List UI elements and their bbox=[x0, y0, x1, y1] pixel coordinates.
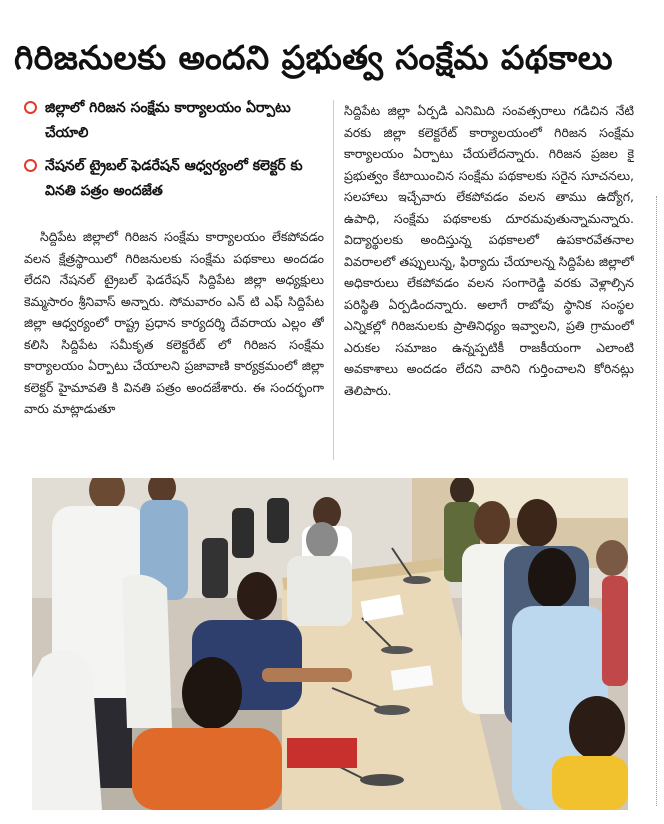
circle-bullet-icon bbox=[24, 101, 37, 114]
circle-bullet-icon bbox=[24, 159, 37, 172]
page-edge-dotted-rule bbox=[656, 196, 657, 806]
meeting-photo-illustration bbox=[32, 478, 628, 810]
column-divider bbox=[333, 100, 334, 460]
highlight-text: నేషనల్ ట్రైబల్ ఫెడరేషన్ ఆధ్వర్యంలో కలెక్టర్ కు వినతి పత్రం అందజేత bbox=[45, 158, 303, 199]
news-photo bbox=[32, 478, 628, 810]
headline: గిరిజనులకు అందని ప్రభుత్వ సంక్షేమ పథకాలు bbox=[14, 38, 614, 77]
highlights-list bbox=[24, 96, 324, 212]
highlight-text: జిల్లాలో గిరిజన సంక్షేమ కార్యాలయం ఏర్పాటు చేయాలి bbox=[45, 100, 291, 141]
highlight-item bbox=[24, 96, 324, 146]
article-body-right: సిద్దిపేట జిల్లా ఏర్పడి ఎనిమిది సంవత్సరాలు గడిచిన నేటి వరకు జిల్లా కలెక్టరేట్ కార్యాలయంలో గిరిజన సంక్షేమ కార్యాలయం ఏర్పాటు చేయలేదన్నారు. గిరిజన ప్రజల కై ప్రభుత్వం కేటాయించిన సంక్షేమ పథకాలకు సరైన సూచనలు, సలహాలు ఇచ్చేవారు లేకపోవడం వలన తాము ఉద్యోగ, ఉపాధి, సంక్షేమ పథకాలకు దూరమవుతున్నామన్నారు. విద్యార్థులకు అందిస్తున్న పథకాలలో ఉపకారవేతనాల వివరాలలో తప్పులున్న, ఫిర్యాదు చేయాలన్న సిద్దిపేట జిల్లాలో అధికారులు లేకపోవడం వలన సంగారెడ్డి వరకు వెళ్లాల్సిన పరిస్థితి ఏర్పడిందన్నారు. అలాగే రాబోవు స్థానిక సంస్థల ఎన్నికల్లో గిరిజనులకు ప్రాతినిధ్యం ఇవ్వాలని, ప్రతి గ్రామంలో ఎరుకల సమాజం ఉన్నప్పటికీ రాజకీయంగా ఎలాంటి అవకాశాలు అందడం లేదని వారిని గుర్తించాలని కోరినట్లు తెలిపారు. bbox=[344, 103, 634, 398]
highlight-item bbox=[24, 154, 324, 204]
article-body-left: సిద్దిపేట జిల్లాలో గిరిజన సంక్షేమ కార్యాలయం లేకపోవడం వలన క్షేత్రస్థాయిలో గిరిజనులకు సంక్షేమ పథకాలు అందడం లేదని నేషనల్ ట్రైబల్ ఫెడరేషన్ సిద్దిపేట జిల్లా అధ్యక్షులు కెమ్మసారం శ్రీనివాస్ అన్నారు. సోమవారం ఎన్ టి ఎఫ్ సిద్దిపేట జిల్లా ఆధ్వర్యంలో రాష్ట్ర ప్రధాన కార్యదర్శి దేవరాయ ఎల్లం తో కలిసి సిద్దిపేట సమీకృత కలెక్టరేట్ లో గిరిజన సంక్షేమ కార్యాలయం ఏర్పాటు చేయాలని ప్రజావాణి కార్యక్రమంలో జిల్లా కలెక్టర్ హైమావతి కి వినతి పత్రం అందజేశారు. ఈ సందర్భంగా వారు మాట్లాడుతూ bbox=[24, 229, 324, 416]
